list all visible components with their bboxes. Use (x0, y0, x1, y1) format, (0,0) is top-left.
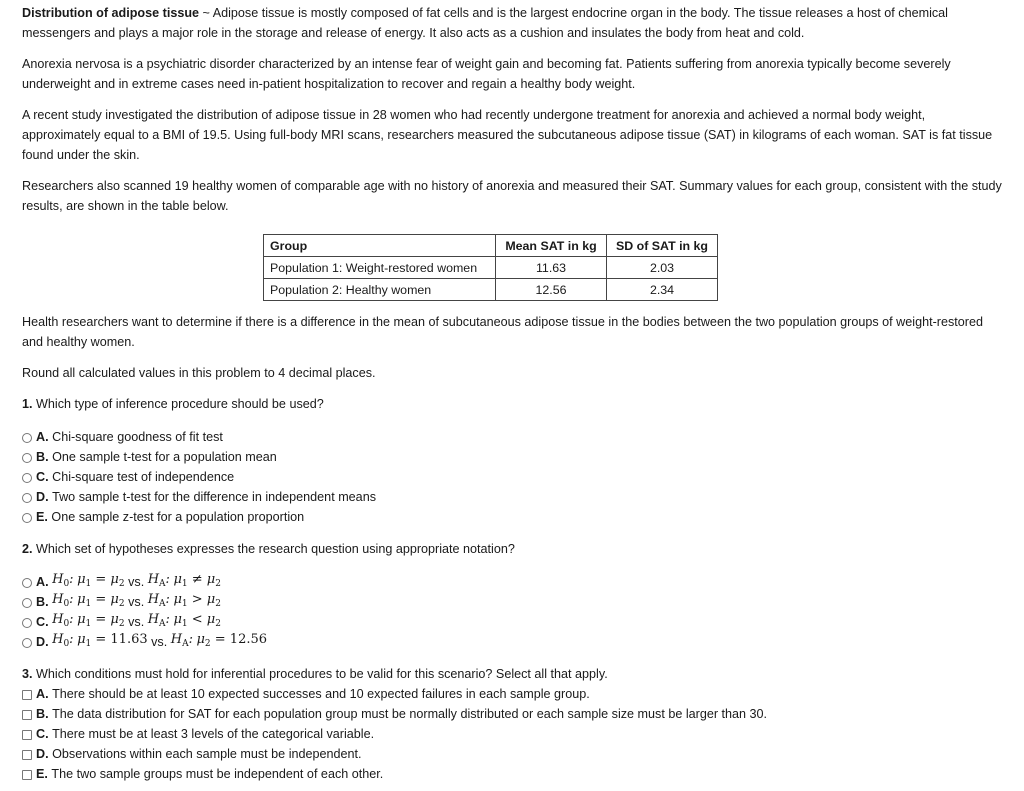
intro-paragraph-2: Anorexia nervosa is a psychiatric disorder characterized by an intense fear of weight gain and becoming fat. Patients suffering from anorexia typically become severely underweight and in extreme cases need in-patient hospitalization to recover and regain a healthy body weight. (22, 57, 951, 91)
alternative-hypothesis-symbol: $H_A$: (147, 592, 170, 610)
intro-paragraph-4: Researchers also scanned 19 healthy women of comparable age with no history of anorexia and measured their SAT. Summary values for each group, consistent with the study results, are shown in the table below. (22, 179, 1002, 213)
question-2 (22, 540, 1002, 653)
option-letter: A. (36, 686, 49, 701)
question-1-prompt (22, 395, 1002, 415)
option-letter: D. (36, 634, 49, 649)
question-3-text: Which conditions must hold for inferential procedures to be valid for this scenario? Select all that apply. (36, 667, 608, 681)
radio-button[interactable] (22, 598, 32, 608)
option-text: The two sample groups must be independent of each other. (51, 766, 384, 781)
alternative-hypothesis: $\mu_1 < \mu_2$ (173, 612, 221, 630)
option-letter: A. (36, 574, 49, 589)
table-cell-mean: 11.63 (496, 257, 607, 279)
null-hypothesis: $\mu_1 = \mu_2$ (77, 592, 125, 610)
radio-button[interactable] (22, 638, 32, 648)
option-letter: E. (36, 766, 48, 781)
question-2-number: 2. (22, 542, 33, 556)
null-hypothesis-symbol: $H_0$: (52, 572, 74, 590)
option-letter: D. (36, 489, 49, 504)
checkbox[interactable] (22, 730, 32, 740)
intro-section (22, 2, 1002, 228)
table-header-mean: Mean SAT in kg (496, 235, 607, 257)
radio-button[interactable] (22, 618, 32, 628)
null-hypothesis-symbol: $H_0$: (52, 632, 74, 650)
option-text: There should be at least 10 expected successes and 10 expected failures in each sample group. (52, 686, 590, 701)
alternative-hypothesis-symbol: $H_A$: (147, 572, 170, 590)
radio-button[interactable] (22, 453, 32, 463)
option-text: Observations within each sample must be independent. (52, 746, 362, 761)
q1-option-c[interactable] (22, 468, 1002, 488)
question-1 (22, 395, 1002, 528)
summary-table (263, 234, 718, 301)
q3-option-d[interactable] (22, 745, 1002, 765)
alternative-hypothesis: $\mu_1 \ne \mu_2$ (173, 572, 221, 590)
research-question-paragraph: Health researchers want to determine if there is a difference in the mean of subcutaneous adipose tissue in the bodies between the two population groups of weight-restored and healthy women. (22, 315, 983, 349)
q3-option-e[interactable] (22, 765, 1002, 785)
table-row (264, 279, 718, 301)
option-text: There must be at least 3 levels of the categorical variable. (52, 726, 375, 741)
table-header-row (264, 235, 718, 257)
title-separator: ~ (202, 6, 210, 20)
question-2-prompt (22, 540, 1002, 560)
q3-option-a[interactable] (22, 685, 1002, 705)
null-hypothesis-symbol: $H_0$: (52, 612, 74, 630)
option-letter: B. (36, 594, 49, 609)
versus-label: vs. (128, 614, 145, 629)
intro-text-1: Adipose tissue is mostly composed of fat cells and is the largest endocrine organ in the body. The tissue releases a host of chemical messengers and plays a major role in the storage and release of energy. It also acts as a cushion and insulates the body from heat and cold. (22, 6, 948, 40)
question-3-prompt (22, 665, 1002, 685)
radio-button[interactable] (22, 433, 32, 443)
intro-title: Distribution of adipose tissue (22, 6, 200, 20)
q3-option-b[interactable] (22, 705, 1002, 725)
question-1-number: 1. (22, 397, 33, 411)
question-3 (22, 665, 1002, 785)
option-letter: D. (36, 746, 49, 761)
option-letter: A. (36, 429, 49, 444)
q1-option-a[interactable] (22, 428, 1002, 448)
option-text: One sample t-test for a population mean (52, 449, 277, 464)
checkbox[interactable] (22, 710, 32, 720)
q2-option-c[interactable] (22, 613, 1002, 633)
radio-button[interactable] (22, 493, 32, 503)
option-letter: C. (36, 469, 49, 484)
option-letter: B. (36, 449, 49, 464)
null-hypothesis-symbol: $H_0$: (52, 592, 74, 610)
radio-button[interactable] (22, 513, 32, 523)
table-cell-sd: 2.34 (607, 279, 718, 301)
checkbox[interactable] (22, 770, 32, 780)
alternative-hypothesis: $\mu_1 > \mu_2$ (173, 592, 221, 610)
table-cell-sd: 2.03 (607, 257, 718, 279)
intro-paragraph-1 (22, 4, 1002, 43)
summary-table-wrapper (263, 234, 718, 301)
option-text: Chi-square goodness of fit test (52, 429, 223, 444)
table-row (264, 257, 718, 279)
table-header-sd: SD of SAT in kg (607, 235, 718, 257)
table-cell-group: Population 1: Weight-restored women (264, 257, 496, 279)
option-text: Chi-square test of independence (52, 469, 235, 484)
option-text: One sample z-test for a population proportion (51, 509, 305, 524)
option-text: Two sample t-test for the difference in independent means (52, 489, 376, 504)
option-letter: B. (36, 706, 49, 721)
q1-option-e[interactable] (22, 508, 1002, 528)
versus-label: vs. (128, 594, 145, 609)
question-2-text: Which set of hypotheses expresses the research question using appropriate notation? (36, 542, 515, 556)
alternative-hypothesis-symbol: $H_A$: (147, 612, 170, 630)
q2-option-d[interactable] (22, 633, 1002, 653)
option-text: The data distribution for SAT for each population group must be normally distributed or each sample size must be larger than 30. (52, 706, 768, 721)
table-header-group: Group (264, 235, 496, 257)
q1-option-d[interactable] (22, 488, 1002, 508)
null-hypothesis: $\mu_1 = 11.63$ (77, 632, 148, 650)
alternative-hypothesis: $\mu_2 = 12.56$ (196, 632, 268, 650)
radio-button[interactable] (22, 473, 32, 483)
option-letter: C. (36, 614, 49, 629)
checkbox[interactable] (22, 690, 32, 700)
null-hypothesis: $\mu_1 = \mu_2$ (77, 612, 125, 630)
table-cell-mean: 12.56 (496, 279, 607, 301)
null-hypothesis: $\mu_1 = \mu_2$ (77, 572, 125, 590)
option-letter: E. (36, 509, 48, 524)
question-3-number: 3. (22, 667, 33, 681)
option-letter: C. (36, 726, 49, 741)
alternative-hypothesis-symbol: $H_A$: (170, 632, 193, 650)
rounding-instruction: Round all calculated values in this problem to 4 decimal places. (22, 366, 376, 381)
question-1-text: Which type of inference procedure should be used? (36, 397, 324, 411)
table-cell-group: Population 2: Healthy women (264, 279, 496, 301)
intro-paragraph-3: A recent study investigated the distribution of adipose tissue in 28 women who had recently undergone treatment for anorexia and achieved a normal body weight, approximately equal to a BMI of 19.5. Using full-body MRI scans, researchers measured the subcutaneous adipose tissue (SAT) in kilograms of each woman. SAT is fat tissue found under the skin. (22, 108, 993, 162)
after-table-section (22, 313, 1002, 384)
versus-label: vs. (128, 574, 145, 589)
checkbox[interactable] (22, 750, 32, 760)
versus-label: vs. (151, 634, 168, 649)
q1-option-b[interactable] (22, 448, 1002, 468)
radio-button[interactable] (22, 578, 32, 588)
q3-option-c[interactable] (22, 725, 1002, 745)
